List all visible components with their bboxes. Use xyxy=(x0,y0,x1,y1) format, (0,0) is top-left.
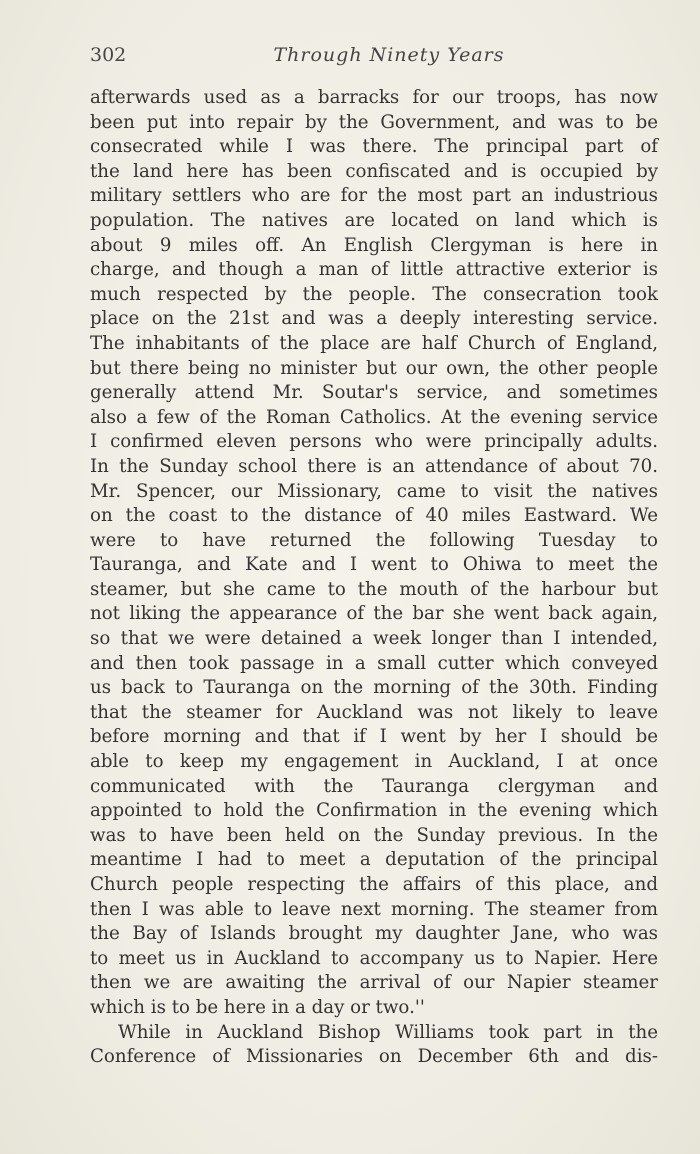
running-title: Through Ninety Years xyxy=(273,44,505,66)
text-line: The inhabitants of the place are half Church of England, xyxy=(90,332,658,354)
text-line: on the coast to the distance of 40 miles Eastward. We xyxy=(90,505,658,527)
text-line: appointed to hold the Confirmation in the evening which xyxy=(90,800,658,822)
text-line: afterwards used as a barracks for our troops, has now xyxy=(90,87,658,108)
text-line: and then took passage in a small cutter which conveyed xyxy=(90,652,658,674)
body-text xyxy=(90,86,658,1070)
text-line: was to have been held on the Sunday previous. In the xyxy=(90,824,658,846)
text-line: steamer, but she came to the mouth of the harbour but xyxy=(90,578,658,600)
text-line: place on the 21st and was a deeply interesting service. xyxy=(90,308,658,330)
text-line: able to keep my engagement in Auckland, I at once xyxy=(90,751,658,773)
text-line: communicated with the Tauranga clergyman and xyxy=(90,775,658,797)
text-line: military settlers who are for the most part an industrious xyxy=(90,185,658,207)
text-line: Conference of Missionaries on December 6th and dis- xyxy=(90,1046,658,1068)
text-line: charge, and though a man of little attractive exterior is xyxy=(90,259,658,281)
text-line: so that we were detained a week longer than I intended, xyxy=(90,628,658,650)
text-line: not liking the appearance of the bar she went back again, xyxy=(90,603,658,625)
text-line: Mr. Spencer, our Missionary, came to visit the natives xyxy=(90,480,658,502)
text-line: In the Sunday school there is an attendance of about 70. xyxy=(90,455,658,477)
text-line: then I was able to leave next morning. The steamer from xyxy=(90,898,658,920)
text-line: to meet us in Auckland to accompany us to Napier. Here xyxy=(90,947,658,969)
text-line: but there being no minister but our own, the other people xyxy=(90,357,658,379)
text-line: meantime I had to meet a deputation of the principal xyxy=(90,849,658,871)
text-line: While in Auckland Bishop Williams took part in the xyxy=(118,1021,658,1043)
text-line: then we are awaiting the arrival of our Napier steamer xyxy=(90,972,658,994)
text-line: generally attend Mr. Soutar's service, and sometimes xyxy=(90,382,658,404)
text-line: also a few of the Roman Catholics. At the evening service xyxy=(90,406,658,428)
text-line: us back to Tauranga on the morning of the 30th. Finding xyxy=(90,677,658,699)
text-line: much respected by the people. The consecration took xyxy=(90,283,658,305)
text-line: I confirmed eleven persons who were principally adults. xyxy=(90,431,658,453)
text-line: were to have returned the following Tuesday to xyxy=(90,529,658,551)
text-line: which is to be here in a day or two.'' xyxy=(90,996,425,1018)
text-line: the land here has been confiscated and is occupied by xyxy=(90,160,658,182)
text-line: before morning and that if I went by her I should be xyxy=(90,726,658,748)
text-line: the Bay of Islands brought my daughter Jane, who was xyxy=(90,923,658,945)
page-number: 302 xyxy=(90,44,127,66)
text-line: been put into repair by the Government, and was to be xyxy=(90,111,658,133)
page-header xyxy=(90,44,658,74)
text-line: consecrated while I was there. The principal part of xyxy=(90,136,658,158)
text-line: about 9 miles off. An English Clergyman is here in xyxy=(90,234,658,256)
text-line: Tauranga, and Kate and I went to Ohiwa to meet the xyxy=(90,554,658,576)
text-line: Church people respecting the affairs of this place, and xyxy=(90,874,658,895)
text-line: that the steamer for Auckland was not likely to leave xyxy=(90,701,658,723)
text-line: population. The natives are located on land which is xyxy=(90,209,658,231)
